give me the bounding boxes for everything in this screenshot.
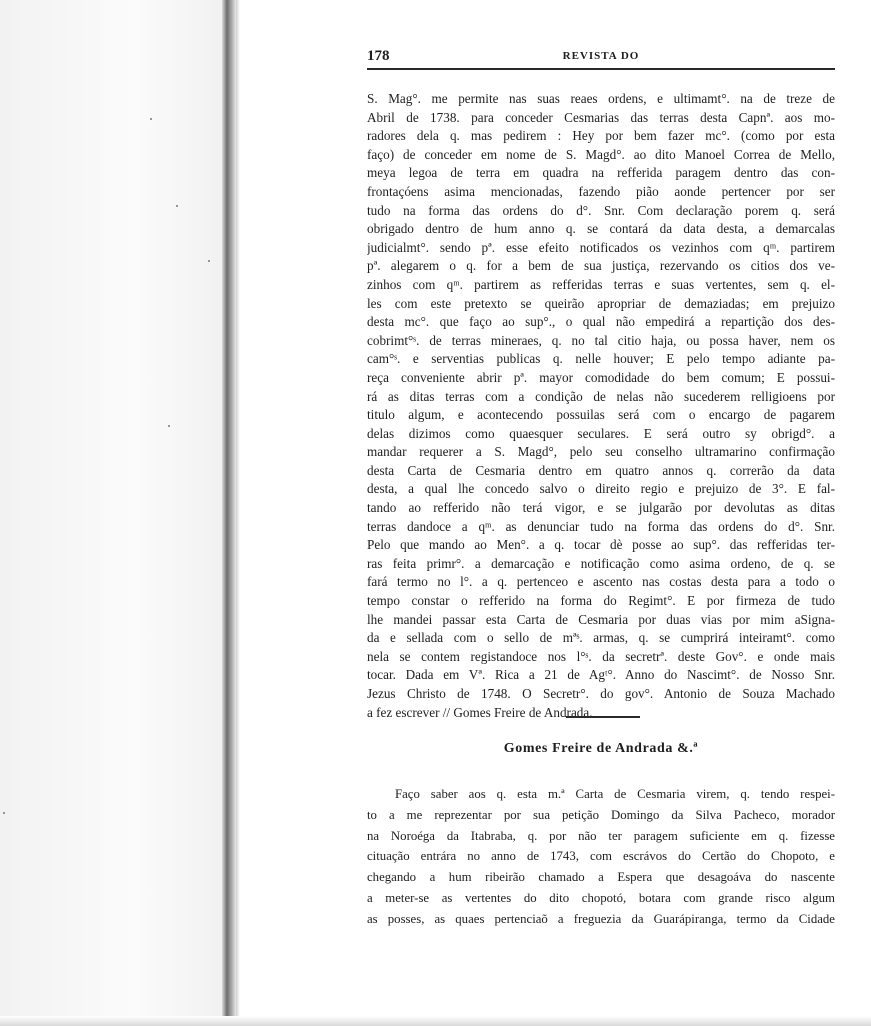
page-bottom-edge <box>0 1016 871 1026</box>
text-line: tocar. Dada em Vª. Rica a 21 de Agᵗ°. Anno do Nascimt°. de Nosso Snr. <box>367 667 835 683</box>
text-line: to a me reprezentar por sua petição Domingo da Silva Pacheco, morador <box>367 807 835 822</box>
text-line: tudo na forma das ordens do d°. Snr. Com declaração porem q. será <box>367 202 835 218</box>
text-line: desta mc°. que faço ao sup°., o qual não empedirá a repartição dos des- <box>367 314 835 330</box>
margin-speck <box>208 260 210 262</box>
text-line: na Noroéga da Itabraba, q. por não ter paragem suficiente em q. fizesse <box>367 828 835 843</box>
text-line: judicialmt°. sendo pª. esse efeito notificados os vezinhos com qᵐ. partirem <box>367 239 835 255</box>
text-line: desta Carta de Cesmaria dentro em quatro annos q. correrão da data <box>367 462 835 478</box>
margin-speck <box>150 118 152 120</box>
text-line: frontaçóens asima mencionadas, fazendo pião aonde pertencer por ser <box>367 183 835 199</box>
text-line: Abril de 1738. para conceder Cesmarias das terras desta Capnª. aos mo- <box>367 109 835 125</box>
text-line: cobrimt°ˢ. de terras mineraes, q. no tal citio haja, ou possa haver, nem os <box>367 332 835 348</box>
paragraph-1 <box>367 90 835 722</box>
text-line: a meter-se as vertentes do dito chopotó, botara com grande risco algum <box>367 890 835 905</box>
margin-speck <box>3 812 5 814</box>
text-line: delas dizimos como quaesquer seculares. E será outro sy obrigd°. a <box>367 425 835 441</box>
text-line: tempo constar o refferido na forma do Regimt°. E por firmeza de tudo <box>367 593 835 609</box>
journal-title: REVISTA DO <box>562 50 640 62</box>
text-line: Jezus Christo de 1748. O Secretr°. do gov°. Antonio de Souza Machado <box>367 686 835 701</box>
text-line: rá as ditas terras com a condição de nelas não sucederem relligioens por <box>367 388 835 404</box>
section-heading: Gomes Freire de Andrada &.ª <box>503 741 699 756</box>
page-number: 178 <box>367 48 390 64</box>
text-line: lhe mandei passar esta Carta de Cesmaria por duas vias por mim aSigna- <box>367 611 835 627</box>
text-line: faço) de conceder em nome de S. Magd°. ao dito Manoel Correa de Mello, <box>367 146 835 162</box>
text-line: radores dela q. mas pedirem : Hey por bem fazer mc°. (como por esta <box>367 128 835 144</box>
binding-shadow <box>236 0 240 1026</box>
text-line: chegando a hum ribeirão chamado a Espera que desagoáva do nascente <box>367 870 835 885</box>
section-divider <box>566 716 640 718</box>
text-line: cam°ˢ. e serventias publicas q. nelle houver; E pelo tempo adiante pa- <box>367 351 835 367</box>
text-line: as posses, as quaes pertenciaõ a freguezia da Guarápiranga, termo da Cidade <box>367 911 835 926</box>
paragraph-2 <box>367 784 835 930</box>
text-line: Pelo que mando ao Men°. a q. tocar dè posse ao sup°. das refferidas ter- <box>367 537 835 553</box>
text-line: ras feita primr°. a demarcação e notificação como asima ordeno, de q. se <box>367 555 835 571</box>
running-head <box>367 48 835 68</box>
margin-speck <box>168 425 170 427</box>
text-line: tando ao refferido não terá vigor, e se julgarão por devolutas as ditas <box>367 500 835 516</box>
text-line: terras dandoce a qᵐ. as denunciar tudo na forma das ordens do d°. Snr. <box>367 518 835 534</box>
book-binding <box>222 0 236 1026</box>
text-line: pª. alegarem o q. for a bem de sua justiça, rezervando os citios dos ve- <box>367 258 835 274</box>
facing-page <box>0 0 226 1026</box>
header-rule <box>367 68 835 70</box>
text-line: S. Mag°. me permite nas suas reaes ordens, e ultimamt°. na de treze de <box>367 91 835 106</box>
text-line: meya legoa de terra em quadra na refferida paragem dentro das con- <box>367 165 835 181</box>
text-line: obrigado dentro de hum anno q. se contará da data desta, a demarcalas <box>367 221 835 237</box>
text-line: fará termo no l°. a q. pertenceo e ascento nas costas desta para a todo o <box>367 574 835 590</box>
text-line: desta, a qual lhe concedo salvo o direito regio e prejuizo de 3°. E fal- <box>367 481 835 497</box>
text-line: nela se contem registandoce nos l°ˢ. da secretrª. deste Gov°. e onde mais <box>367 648 835 664</box>
text-line: reça conveniente abrir pª. mayor comodidade do bem comum; E possui- <box>367 369 835 385</box>
text-line: mandar requerer a S. Magd°, pelo seu conselho ultramarino confirmação <box>367 444 835 460</box>
text-line: titulo algum, e acontecendo possuilas será com o encargo de pagarem <box>367 407 835 423</box>
margin-speck <box>176 205 178 207</box>
text-line: les com este pretexto se queirão apropriar de demaziadas; em prejuizo <box>367 295 835 311</box>
text-line: da e sellada com o sello de mªˢ. armas, q. se cumprirá inteiramt°. como <box>367 630 835 646</box>
text-line: cituação entrára no anno de 1743, com escrávos do Certão do Chopoto, e <box>367 849 835 864</box>
text-line: zinhos com qᵐ. partirem as refferidas terras e suas vertentes, sem q. el- <box>367 276 835 292</box>
text-line-last: a fez escrever // Gomes Freire de Andrada. <box>367 704 593 720</box>
text-line-first: Faço saber aos q. esta m.ª Carta de Cesmaria virem, q. tendo respei- <box>395 787 835 801</box>
